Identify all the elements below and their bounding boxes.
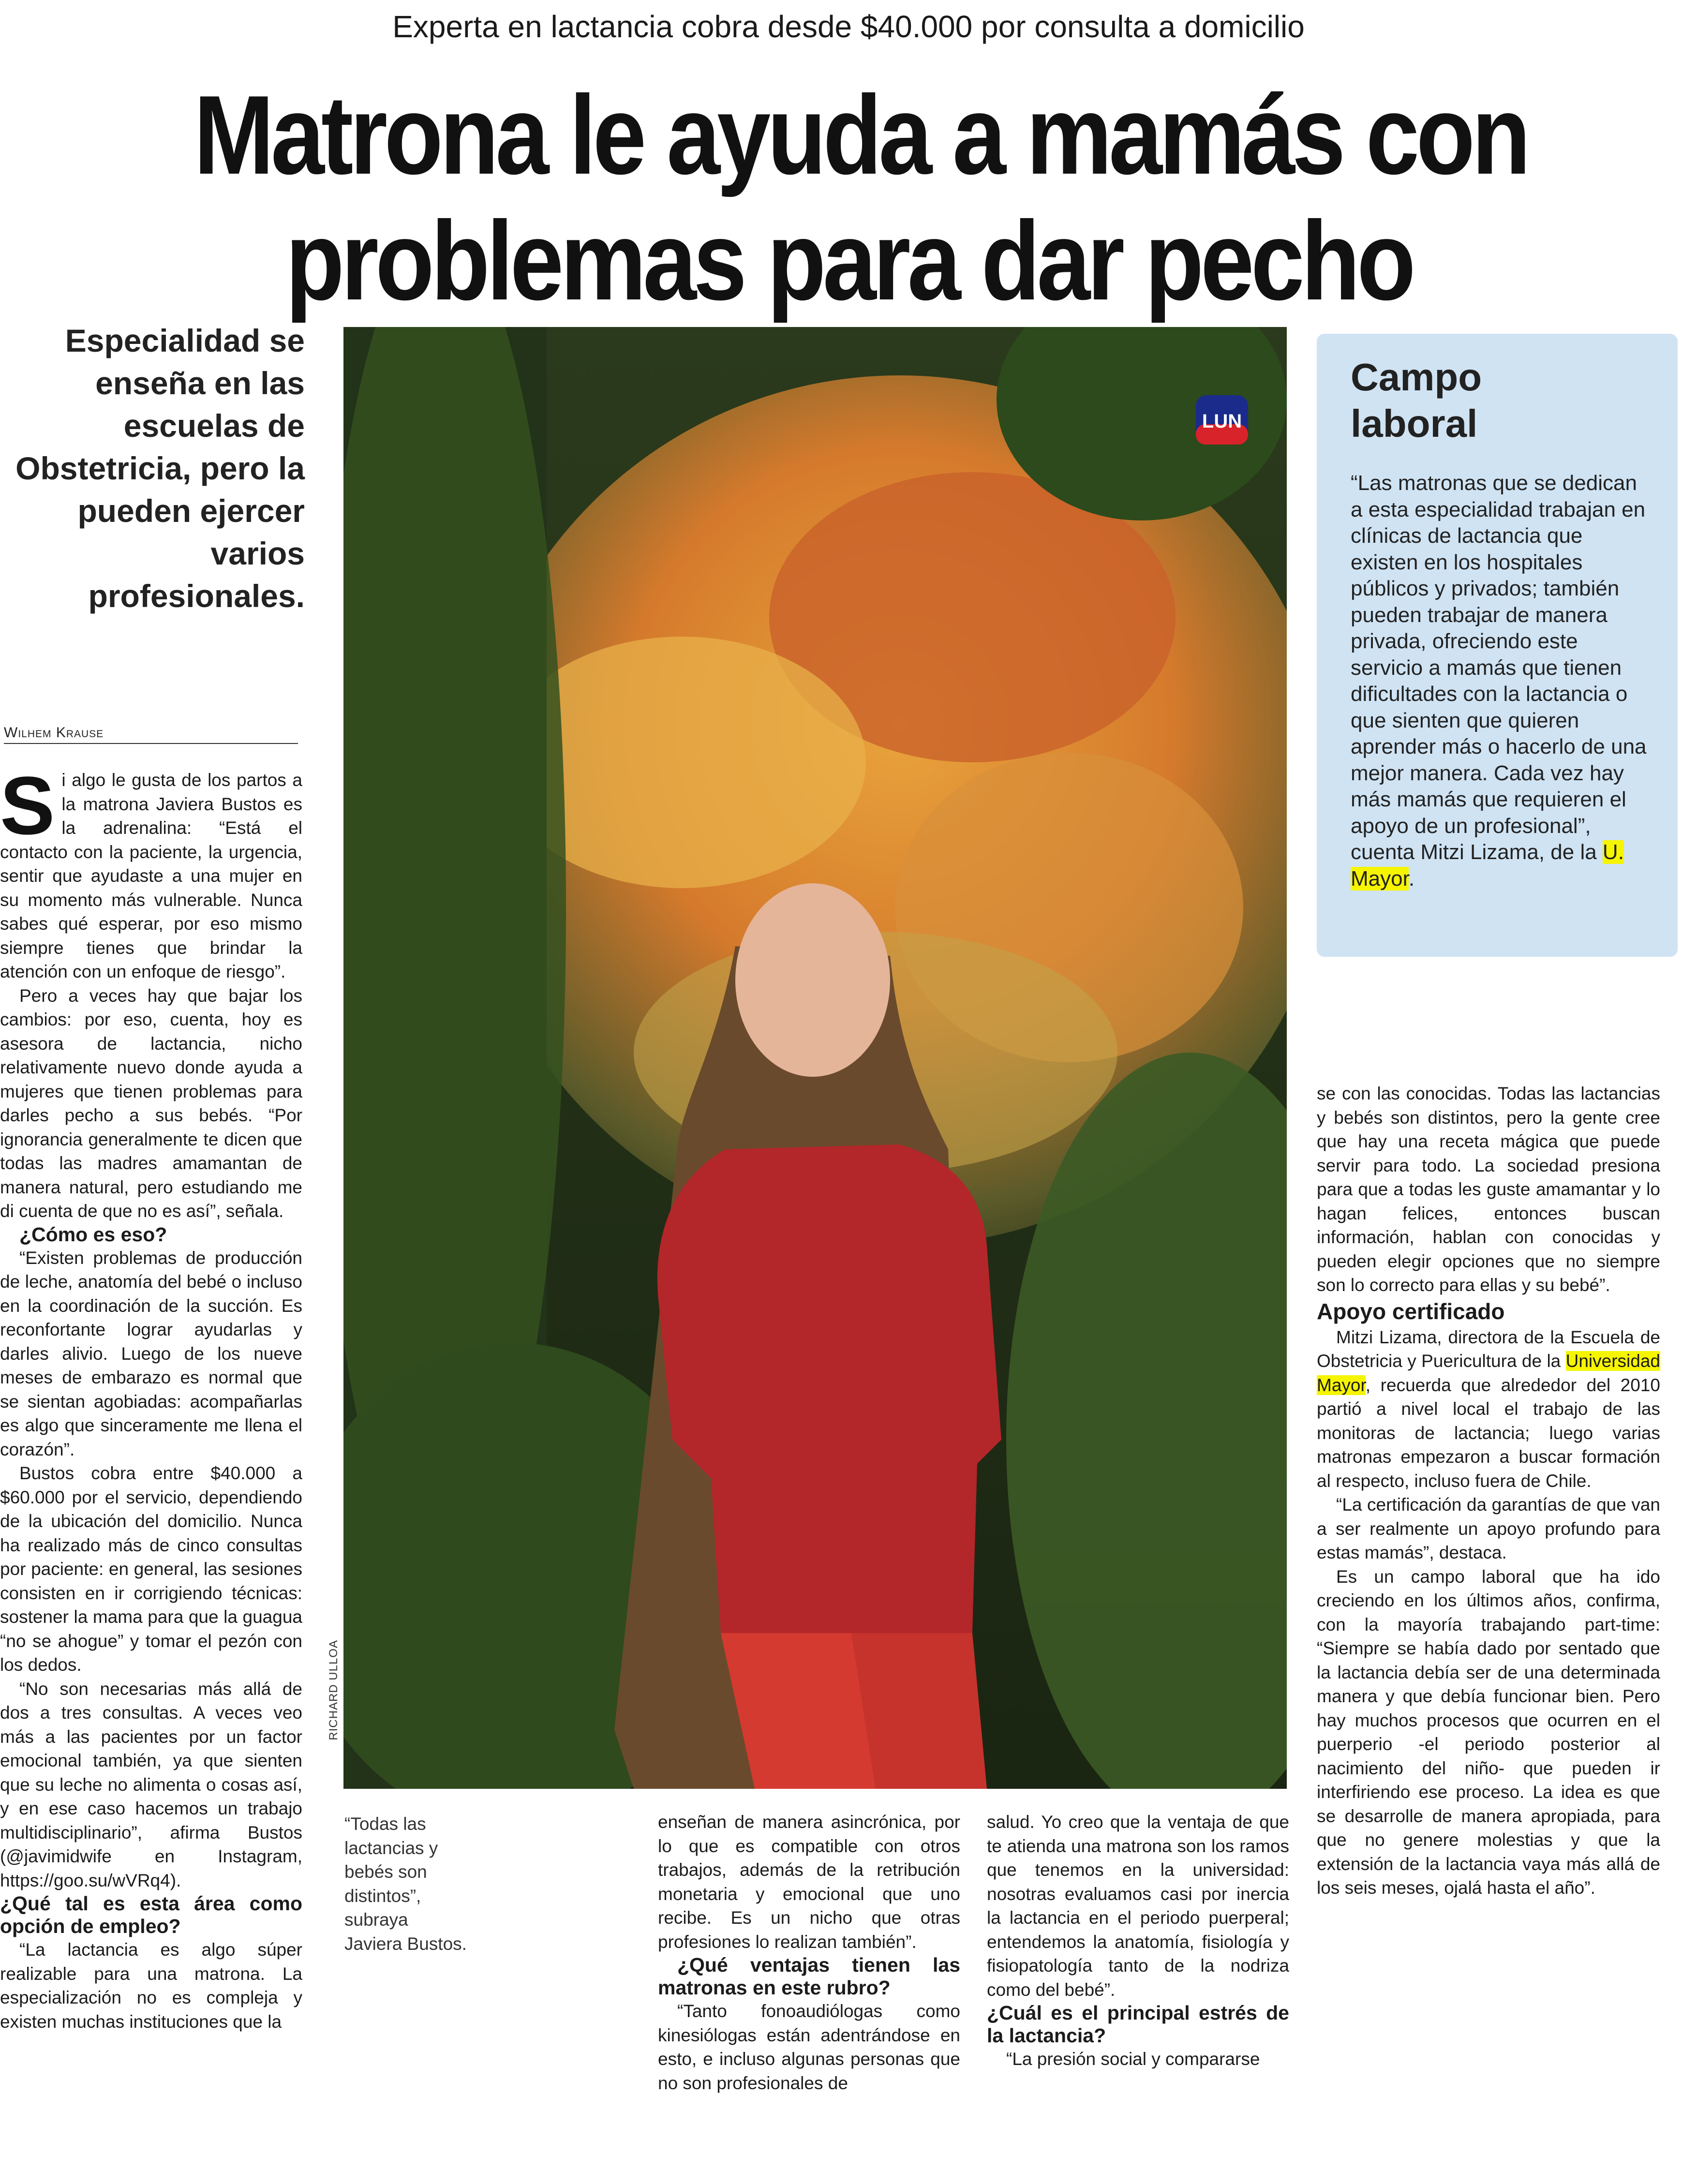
kicker: Experta en lactancia cobra desde $40.000 por consulta a domicilio: [392, 9, 1305, 44]
paragraph: [1317, 1325, 1660, 1493]
headline: [194, 73, 1528, 324]
question-heading: ¿Cuál es el principal estrés de la lactancia?: [987, 2002, 1289, 2047]
svg-text:LUN: LUN: [1202, 411, 1242, 432]
deck: Especialidad se enseña en las escuelas de Obstetricia, pero la pueden ejercer varios profesionales.: [15, 323, 305, 614]
article-column-2: [658, 1810, 960, 2095]
paragraph: “La certificación da garantías de que van a ser realmente un apoyo profundo para estas mamás”, destaca.: [1317, 1495, 1660, 1562]
lun-logo-icon: [1196, 395, 1248, 445]
subheading: Apoyo certificado: [1317, 1298, 1505, 1324]
headline-line-1: Matrona le ayuda a mamás con: [194, 73, 1528, 198]
highlight: Universidad Mayor: [1317, 1351, 1660, 1395]
question-heading: ¿Cómo es eso?: [19, 1223, 167, 1246]
paragraph: Pero a veces hay que bajar los cambios: por eso, cuenta, hoy es asesora de lactancia, nicho relativamente nuevo donde ayuda a mujeres que tienen problemas para darles pecho a sus bebés. “Por ignorancia generalmente te dicen que todas las madres amamantan de manera natural, pero estudiando me di cuenta de que no es así”, señala.: [0, 985, 302, 1221]
drop-cap: S: [0, 760, 55, 852]
paragraph: “Existen problemas de producción de leche, anatomía del bebé o incluso en la coordinación de la succión. Es reconfortante lograr ayudarlas y darles alivio. Luego de los nueve meses de embarazo es normal que se sientan agobiadas: acompañarlas es algo que sinceramente me llena el corazón”.: [0, 1248, 302, 1459]
sidebar-title-line-1: Campo: [1351, 356, 1482, 399]
paragraph: enseñan de manera asincrónica, por lo que es compatible con otros trabajos, además de la retribución monetaria y emocional que uno recibe. Es un nicho que otras profesiones lo realizan también”.: [658, 1812, 960, 1952]
paragraph-text: Mitzi Lizama, directora de la Escuela de Obstetricia y Puericultura de la: [1317, 1327, 1660, 1371]
sidebar-text: “Las matronas que se dedican a esta especialidad trabajan en clínicas de lactancia que existen en los hospitales públicos y privados; también pueden trabajar de manera privada, ofreciendo este servicio a mamás que tienen dificultades con la lactancia o que sienten que quieren aprender más o hacerlo de una mejor manera. Cada vez hay más mamás que requieren el apoyo de un profesional”, cuenta Mitzi Lizama, de la: [1351, 471, 1647, 864]
question-heading: ¿Qué ventajas tienen las matronas en este rubro?: [658, 1954, 960, 1999]
photo-illustration: [343, 327, 1287, 1789]
photo-caption: “Todas las lactancias y bebés son distintos”, subraya Javiera Bustos.: [344, 1814, 467, 1954]
paragraph-text: , recuerda que alrededor del 2010 partió a nivel local el trabajo de las monitoras de lactancia; luego varias matronas empezaron a buscar formación al respecto, incluso fuera de Chile.: [1317, 1375, 1660, 1491]
article-column-4: [1317, 1082, 1660, 1900]
paragraph: Bustos cobra entre $40.000 a $60.000 por el servicio, dependiendo de la ubicación del domicilio. Nunca ha realizado más de cinco consultas por paciente: en general, las sesiones consisten en ir corrigiendo técnicas: sostener la mama para que la guagua “no se ahogue” y tomar el pezón con los dedos.: [0, 1463, 302, 1675]
article-column-1: [0, 760, 302, 2034]
article-column-3: [987, 1810, 1289, 2071]
paragraph: se con las conocidas. Todas las lactancias y bebés son distintos, pero la gente cree que hay una receta mágica que puede servir para todo. La sociedad presiona para que a todas les guste amamantar y lo hagan felices, entonces buscan información, hablan con conocidas y pueden elegir opciones que no siempre son lo correcto para ellas y su bebé”.: [1317, 1084, 1660, 1295]
question-heading: ¿Qué tal es esta área como opción de empleo?: [0, 1892, 302, 1937]
sidebar-title: [1351, 354, 1651, 447]
paragraph: “La lactancia es algo súper realizable para una matrona. La especialización no es compleja y existen muchas instituciones que la: [0, 1940, 302, 2032]
main-photo: [343, 327, 1287, 1789]
paragraph: Es un campo laboral que ha ido creciendo en los últimos años, confirma, con la mayoría trabajando part-time: “Siempre se había dado por sentado que la lactancia debía ser de una determinada manera y que debía funcionar bien. Pero hay muchos procesos que ocurren en el puerperio -el periodo posterior al nacimiento del niño- que pueden ir interfiriendo ese proceso. La idea es que se desarrolle de manera apropiada, para que no genere molestias y que la extensión de la lactancia vaya más allá de los seis meses, ojalá hasta el año”.: [1317, 1566, 1660, 1898]
paragraph: “La presión social y compararse: [1006, 2049, 1260, 2069]
sidebar-title-line-2: laboral: [1351, 402, 1478, 445]
sidebar-body: [1351, 470, 1651, 892]
byline: Wilhem Krause: [4, 725, 298, 744]
sidebar-text-end: .: [1408, 866, 1415, 891]
sidebar-highlight: U. Mayor: [1351, 840, 1624, 891]
paragraph: i algo le gusta de los partos a la matrona Javiera Bustos es la adrenalina: “Está el contacto con la paciente, la urgencia, sentir que ayudaste a una mujer en su momento más vulnerable. Nunca sabes qué esperar, por eso mismo siempre tienes que brindar la atención con un enfoque de riesgo”.: [0, 770, 302, 981]
headline-line-2: problemas para dar pecho: [285, 198, 1413, 324]
paragraph: salud. Yo creo que la ventaja de que te atienda una matrona son los ramos que tenemos en la universidad: nosotras evaluamos casi por inercia la lactancia en el periodo puerperal; entendemos la anatomía, fisiología y fisiopatología tanto de la nodriza como del bebé”.: [987, 1812, 1289, 2000]
paragraph: “No son necesarias más allá de dos a tres consultas. A veces veo más a las pacientes por un factor emocional también, ya que sienten que su leche no alimenta o cosas así, y en ese caso hacemos un trabajo multidisciplinario”, afirma Bustos (@javimidwife en Instagram, https://goo.su/wVRq4).: [0, 1679, 302, 1890]
photo-credit: RICHARD ULLOA: [327, 1640, 340, 1740]
paragraph: “Tanto fonoaudiólogas como kinesiólogas están adentrándose en esto, e incluso algunas personas que no son profesionales de: [658, 2001, 960, 2093]
